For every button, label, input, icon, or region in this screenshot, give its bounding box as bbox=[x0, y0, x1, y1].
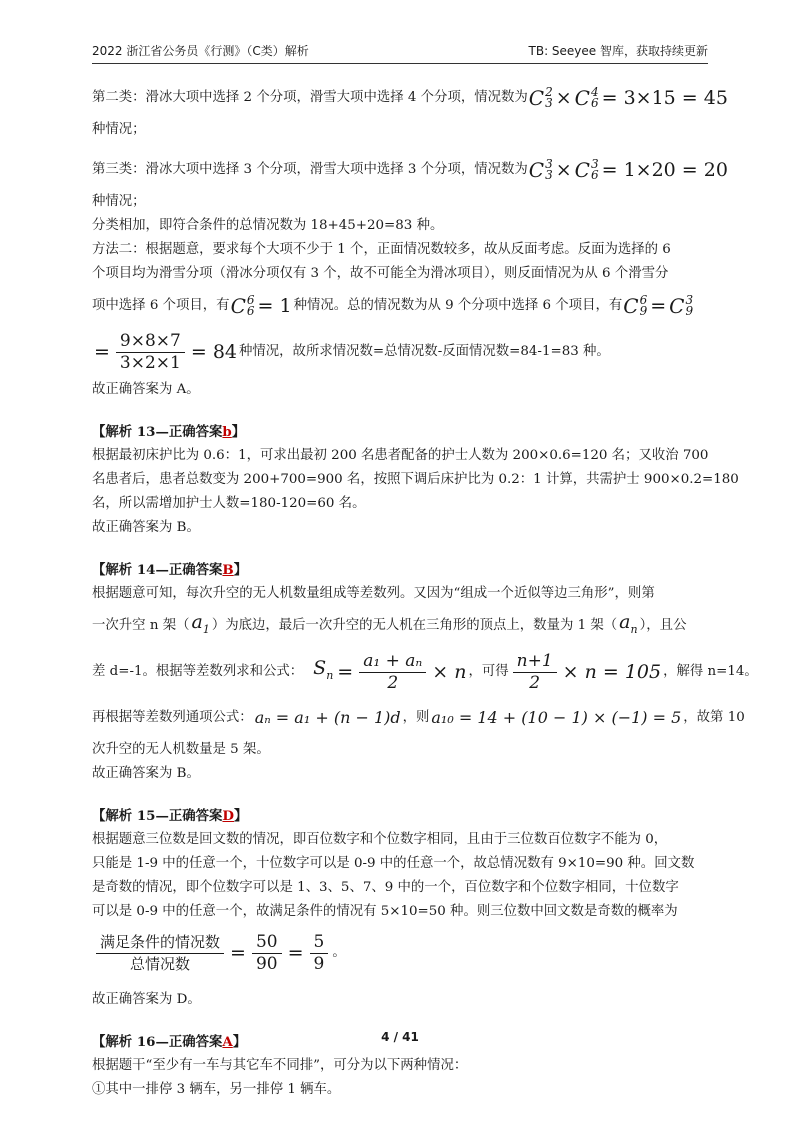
answer-13: 故正确答案为 B。 bbox=[92, 520, 200, 535]
section-title-13: 【解析 13—正确答案 b 】 bbox=[92, 424, 246, 440]
combination-c32: C 2 3 bbox=[528, 85, 553, 110]
page-number: 4 / 41 bbox=[381, 1030, 419, 1044]
combination-c33: C 3 3 bbox=[528, 157, 553, 182]
sum-line: 分类相加，即符合条件的总情况数为 18+45+20=83 种。 bbox=[92, 218, 444, 233]
case3-tail: 种情况； bbox=[92, 194, 146, 209]
s16-line2: ①其中一排停 3 辆车，另一排停 1 辆车。 bbox=[92, 1082, 341, 1097]
s15-line1: 根据题意三位数是回文数的情况，即百位数字和个位数字相同，且由于三位数百位数字不能为 0， bbox=[92, 832, 668, 847]
section-title-14: 【解析 14—正确答案 B 】 bbox=[92, 562, 248, 578]
s15-line4: 可以是 0-9 中的任意一个，故满足条件的情况有 5×10=50 种。则三位数中回文数是奇数的概率为 bbox=[92, 904, 678, 919]
s16-line1: 根据题干“至少有一车与其它车不同排”，可分为以下两种情况： bbox=[92, 1058, 468, 1073]
method2-line2: 个项目均为滑雪分项（滑冰分项仅有 3 个，故不可能全为滑冰项目），则反面情况为从 6 个滑雪分 bbox=[92, 266, 669, 281]
header-right: TB: Seeyee 智库，获取持续更新 bbox=[528, 44, 708, 58]
s14-line5: 次升空的无人机数量是 5 架。 bbox=[92, 742, 270, 757]
page-header bbox=[92, 42, 708, 64]
s15-line3: 是奇数的情况，即个位数字可以是 1、3、5、7、9 中的一个，百位数字和个位数字相同，十位数字 bbox=[92, 880, 679, 895]
s14-line4: 再根据等差数列通项公式： aₙ = a₁ + (n − 1)d ，则 a₁₀ = 14 + (10 − 1) × (−1) = 5 ，故第 10 bbox=[92, 708, 745, 727]
combination-c64: C 4 6 bbox=[574, 85, 599, 110]
page-body bbox=[92, 78, 758, 1102]
s13-line2: 名患者后，患者总数变为 200+700=900 名，按照下调后床护比为 0.2：1 计算，共需护士 900×0.2=180 bbox=[92, 472, 739, 487]
probability-formula: $\frac{\text{满足条件的情况数}}{\text{总情况数}}$ = $\frac{50}{90}$ = $\frac{5}{9}$ 。 bbox=[92, 924, 710, 982]
answer-15: 故正确答案为 D。 bbox=[92, 992, 201, 1007]
s14-line1: 根据题意可知，每次升空的无人机数量组成等差数列。又因为“组成一个近似等边三角形”，则第 bbox=[92, 586, 655, 601]
section-title-15: 【解析 15—正确答案 D 】 bbox=[92, 808, 248, 824]
answer-12: 故正确答案为 A。 bbox=[92, 382, 200, 397]
method2-line4: = $\frac{9\times 8\times 7}{3\times 2\times 1}$ = 84 种情况，故所求情况数=总情况数-反面情况数=84-1=83 种。 bbox=[94, 330, 610, 373]
case2-tail: 种情况； bbox=[92, 122, 146, 137]
answer-14: 故正确答案为 B。 bbox=[92, 766, 200, 781]
fraction-987-321: $\frac{9\times 8\times 7}{3\times 2\times 1}$ bbox=[116, 331, 185, 374]
header-left: 2022 浙江省公务员《行测》（C类）解析 bbox=[92, 44, 309, 58]
s14-line2: 一次升空 n 架（ $a_1$ ）为底边，最后一次升空的无人机在三角形的顶点上，数量为 1 架（ $a_n$ ），且公 bbox=[92, 611, 687, 636]
s14-line3: 差 d=-1。根据等差数列求和公式： $S_n$ = $\frac{\text{a₁ + aₙ}}{2}$ × n ，可得 $\frac{n+1}{2}$ × n = 105 ，解得 n=14。 bbox=[92, 650, 758, 693]
section-title-16: 【解析 16—正确答案 A 】 bbox=[92, 1034, 247, 1050]
s15-line2: 只能是 1-9 中的任意一个，十位数字可以是 0-9 中的任意一个，故总情况数有 9×10=90 种。回文数 bbox=[92, 856, 695, 871]
s13-line1: 根据最初床护比为 0.6：1，可求出最初 200 名患者配备的护士人数为 200×0.6=120 名；又收治 700 bbox=[92, 448, 709, 463]
method2-line3: 项中选择 6 个项目，有 C 6 6 = 1 种情况。总的情况数为从 9 个分项中选择 6 个项目，有 C 6 9 = C 3 9 bbox=[92, 293, 694, 318]
combination-c63: C 3 6 bbox=[574, 157, 599, 182]
case2-line: 第二类：滑冰大项中选择 2 个分项，滑雪大项中选择 4 个分项，情况数为 C 2 3 × C 4 6 = 3×15 = 45 bbox=[92, 85, 728, 110]
case3-line: 第三类：滑冰大项中选择 3 个分项，滑雪大项中选择 3 个分项，情况数为 C 3 3 × C 3 6 = 1×20 = 20 bbox=[92, 157, 728, 182]
s13-line3: 名，所以需增加护士人数=180-120=60 名。 bbox=[92, 496, 366, 511]
method2-line1: 方法二：根据题意，要求每个大项不少于 1 个，正面情况数较多，故从反面考虑。反面为选择的 6 bbox=[92, 242, 671, 257]
